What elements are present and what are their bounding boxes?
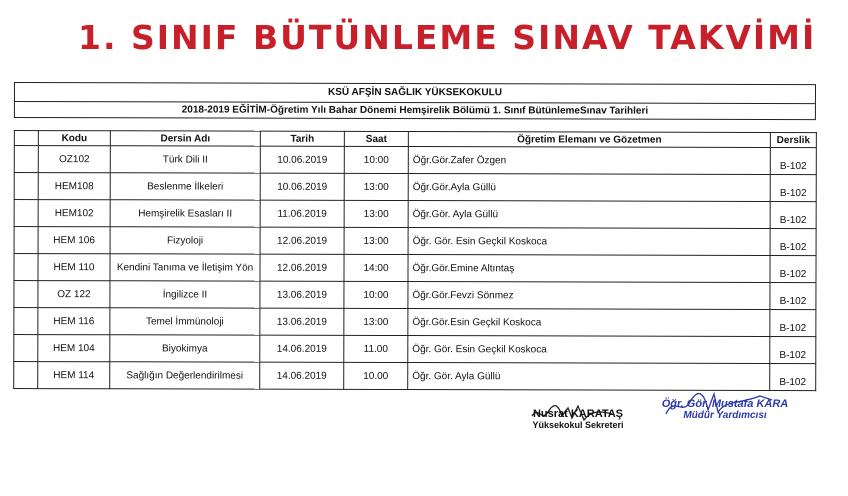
schedule-sheet (13, 82, 816, 389)
cell-code: HEM 114 (38, 362, 110, 389)
signature-title-1: Yüksekokul Sekreteri (532, 420, 624, 430)
table-row (14, 200, 816, 229)
cell-date: 14.06.2019 (260, 362, 344, 389)
cell-course: Temel İmmünoloji (110, 308, 260, 335)
cell-room: B-102 (770, 201, 816, 228)
cell-room: B-102 (770, 282, 816, 309)
cell-time: 11.00 (344, 335, 408, 362)
cell-time: 14:00 (344, 254, 408, 281)
cell-course: Sağlığın Değerlendirilmesi (110, 362, 260, 389)
table-row (14, 335, 816, 364)
cell-staff: Öğr.Gör.Fevzi Sönmez (408, 282, 770, 310)
row-blank (14, 146, 38, 173)
cell-course: Kendini Tanıma ve İletişim Yön (110, 254, 260, 281)
cell-room: B-102 (770, 147, 816, 174)
cell-code: HEM 116 (38, 308, 110, 335)
signature-title-2: Müdür Yardımcısı (683, 410, 767, 421)
cell-staff: Öğr.Gör. Ayla Güllü (408, 201, 770, 229)
signature-block-vice-director (660, 398, 790, 421)
row-blank (14, 362, 38, 389)
row-blank (14, 308, 38, 335)
cell-room: B-102 (770, 336, 816, 363)
cell-date: 10.06.2019 (260, 173, 344, 200)
cell-code: HEM 104 (38, 335, 110, 362)
cell-staff: Öğr. Gör. Esin Geçkil Koskoca (408, 228, 770, 256)
cell-date: 13.06.2019 (260, 308, 344, 335)
cell-code: HEM 106 (38, 227, 110, 254)
cell-code: HEM108 (38, 173, 110, 200)
cell-code: HEM102 (38, 200, 110, 227)
cell-course: Türk Dili II (110, 146, 260, 173)
table-row (14, 362, 816, 391)
table-row (14, 254, 816, 283)
table-row (14, 173, 816, 202)
signature-name-2: Öğr. Gör. Mustafa KARA (661, 398, 789, 410)
header-blank (14, 131, 38, 146)
cell-time: 13:00 (344, 227, 408, 254)
cell-room: B-102 (770, 255, 816, 282)
cell-staff: Öğr. Gör. Esin Geçkil Koskoca (408, 336, 770, 364)
cell-course: Beslenme İlkeleri (110, 173, 260, 200)
cell-date: 12.06.2019 (260, 227, 344, 254)
row-blank (14, 335, 38, 362)
cell-course: İngilizce II (110, 281, 260, 308)
cell-time: 13:00 (344, 173, 408, 200)
cell-room: B-102 (770, 309, 816, 336)
cell-time: 10:00 (344, 146, 408, 173)
header-box (14, 82, 816, 120)
table-row (14, 308, 816, 337)
cell-room: B-102 (770, 228, 816, 255)
cell-code: OZ 122 (38, 281, 110, 308)
cell-date: 14.06.2019 (260, 335, 344, 362)
school-name: KSÜ AFŞİN SAĞLIK YÜKSEKOKULU (328, 86, 502, 99)
table-row (14, 146, 816, 175)
cell-code: HEM 110 (38, 254, 110, 281)
header-code: Kodu (38, 131, 110, 146)
row-blank (14, 227, 38, 254)
row-blank (14, 254, 38, 281)
cell-room: B-102 (770, 174, 816, 201)
cell-staff: Öğr.Gör.Emine Altıntaş (408, 255, 770, 283)
cell-time: 10:00 (344, 281, 408, 308)
cell-date: 11.06.2019 (260, 200, 344, 227)
cell-staff: Öğr.Gör.Zafer Özgen (408, 147, 770, 175)
header-room: Derslik (770, 132, 816, 147)
page-title: 1. SINIF BÜTÜNLEME SINAV TAKVİMİ (78, 18, 817, 57)
cell-time: 13:00 (344, 308, 408, 335)
header-date: Tarih (260, 131, 344, 146)
cell-date: 13.06.2019 (260, 281, 344, 308)
row-blank (14, 281, 38, 308)
cell-room: B-102 (770, 363, 816, 390)
cell-date: 10.06.2019 (260, 146, 344, 173)
header-course: Dersin Adı (110, 131, 260, 146)
row-blank (14, 173, 38, 200)
table-row (14, 281, 816, 310)
signature-block-secretary (528, 408, 628, 430)
cell-staff: Öğr. Gör. Ayla Güllü (408, 363, 770, 391)
schedule-subtitle: 2018-2019 EĞİTİM-Öğretim Yılı Bahar Dönemi Hemşirelik Bölümü 1. Sınıf BütünlemeSınav Tarihleri (15, 101, 815, 119)
cell-code: OZ102 (38, 146, 110, 173)
signature-name-1: Nusrat KARATAŞ (532, 408, 624, 420)
cell-time: 13:00 (344, 200, 408, 227)
cell-course: Biyokimya (110, 335, 260, 362)
cell-time: 10.00 (344, 362, 408, 389)
row-blank (14, 200, 38, 227)
exam-schedule-table (13, 130, 817, 391)
cell-date: 12.06.2019 (260, 254, 344, 281)
cell-staff: Öğr.Gör.Esin Geçkil Koskoca (408, 309, 770, 337)
table-row (14, 227, 816, 256)
header-time: Saat (344, 131, 408, 146)
cell-course: Hemşirelik Esasları II (110, 200, 260, 227)
header-staff: Öğretim Elemanı ve Gözetmen (408, 132, 770, 148)
cell-course: Fizyoloji (110, 227, 260, 254)
cell-staff: Öğr.Gör.Ayla Güllü (408, 174, 770, 202)
